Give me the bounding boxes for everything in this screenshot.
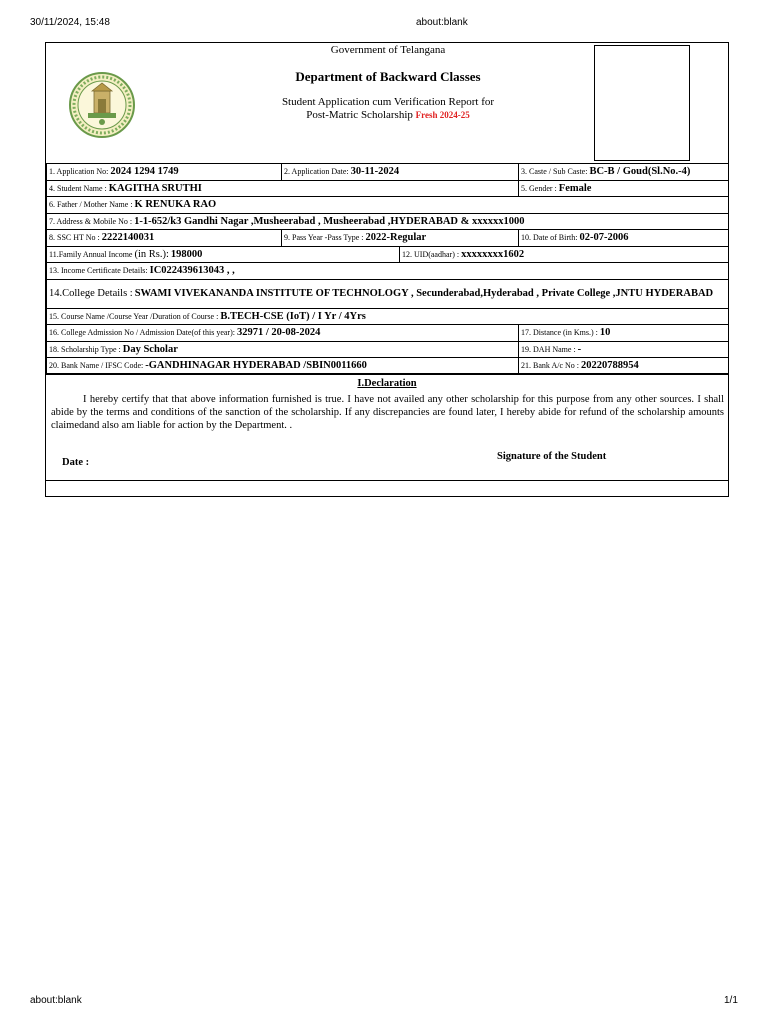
table-row	[47, 197, 729, 214]
table-row	[47, 180, 729, 197]
table-row	[47, 164, 729, 181]
college-details: SWAMI VIVEKANANDA INSTITUTE OF TECHNOLOGY , Secunderabad,Hyderabad , Private College ,JNTU HYDERABAD	[134, 287, 714, 299]
admission: 32971 / 20-08-2024	[236, 327, 321, 339]
dah-name: -	[577, 343, 582, 355]
government-title: Government of Telangana	[330, 44, 446, 56]
print-url: about:blank	[416, 17, 468, 28]
college-cell: 14.College Details : SWAMI VIVEKANANDA INSTITUTE OF TECHNOLOGY , Secunderabad,Hyderabad , Private College ,JNTU HYDERABAD	[47, 279, 729, 308]
dah-cell: 19. DAH Name : -	[519, 341, 729, 358]
table-row	[47, 213, 729, 230]
application-no: 2024 1294 1749	[110, 166, 179, 178]
admission-cell: 16. College Admission No / Admission Date(of this year): 32971 / 20-08-2024	[47, 325, 519, 342]
uid: xxxxxxxx1602	[461, 248, 525, 260]
table-row	[47, 246, 729, 263]
application-no-cell: 1. Application No: 2024 1294 1749	[47, 164, 282, 181]
student-name: KAGITHA SRUTHI	[108, 182, 202, 194]
parent-name: K RENUKA RAO	[134, 199, 217, 211]
table-row	[47, 230, 729, 247]
gender: Female	[558, 182, 592, 194]
distance-cell: 17. Distance (in Kms.) : 10	[519, 325, 729, 342]
bank-account: 20220788954	[581, 360, 639, 372]
date-label: Date :	[62, 457, 90, 468]
photo-box	[594, 45, 690, 161]
print-datetime: 30/11/2024, 15:48	[30, 17, 110, 28]
bank-cell: 20. Bank Name / IFSC Code: -GANDHINAGAR HYDERABAD /SBIN0011660	[47, 358, 519, 375]
fresh-badge: Fresh 2024-25	[415, 110, 470, 120]
declaration-text: I hereby certify that that above information furnished is true. I have not availed any other scholarship for this purpose from any other sources. I shall abide by the terms and conditions of the sanction of the scholarship. If any discrepancies are found later, I hereby abide for refund of the scholarship amounts claimedand also am liable for action by the Department. .	[51, 394, 724, 431]
table-row	[47, 263, 729, 280]
gender-cell: 5. Gender : Female	[519, 180, 729, 197]
address: 1-1-652/k3 Gandhi Nagar ,Musheerabad , Musheerabad ,HYDERABAD & xxxxxx1000	[134, 215, 525, 227]
bank-ifsc: -GANDHINAGAR HYDERABAD /SBIN0011660	[145, 360, 367, 372]
dob-cell: 10. Date of Birth: 02-07-2006	[519, 230, 729, 247]
table-row	[47, 279, 729, 308]
scholarship-type: Day Scholar	[122, 343, 178, 355]
income-certificate: IC022439613043 , ,	[149, 265, 235, 277]
pass-year: 2022-Regular	[365, 232, 427, 244]
department-title: Department of Backward Classes	[295, 69, 481, 84]
account-cell: 21. Bank A/c No : 20220788954	[519, 358, 729, 375]
table-row	[47, 341, 729, 358]
income-cell: 11.Family Annual Income (in Rs.): 198000	[47, 246, 400, 263]
declaration-title: I.Declaration	[357, 378, 417, 389]
application-date-cell: 2. Application Date: 30-11-2024	[282, 164, 519, 181]
caste-cell: 3. Caste / Sub Caste: BC-B / Goud(Sl.No.-4)	[519, 164, 729, 181]
ssc-cell: 8. SSC HT No : 2222140031	[47, 230, 282, 247]
table-row	[47, 358, 729, 375]
annual-income: 198000	[170, 248, 203, 260]
table-row	[47, 308, 729, 325]
caste: BC-B / Goud(Sl.No.-4)	[589, 166, 691, 178]
income-cert-cell: 13. Income Certificate Details: IC022439613043 , ,	[47, 263, 729, 280]
application-report	[45, 42, 729, 497]
table-row	[47, 325, 729, 342]
course: B.TECH-CSE (IoT) / I Yr / 4Yrs	[220, 310, 366, 322]
date-of-birth: 02-07-2006	[579, 232, 629, 244]
scholarship-type-cell: 18. Scholarship Type : Day Scholar	[47, 341, 519, 358]
parent-name-cell: 6. Father / Mother Name : K RENUKA RAO	[47, 197, 729, 214]
scholarship-label: Post-Matric Scholarship	[306, 109, 413, 121]
footer-url: about:blank	[30, 995, 82, 1006]
report-header	[46, 43, 728, 163]
ssc-ht-no: 2222140031	[101, 232, 155, 244]
page-number: 1/1	[724, 995, 738, 1006]
distance: 10	[599, 327, 611, 339]
address-cell: 7. Address & Mobile No : 1-1-652/k3 Gandhi Nagar ,Musheerabad , Musheerabad ,HYDERABAD & xxxxxx1000	[47, 213, 729, 230]
application-date: 30-11-2024	[350, 166, 400, 178]
report-subtitle: Student Application cum Verification Report for	[281, 96, 495, 108]
student-name-cell: 4. Student Name : KAGITHA SRUTHI	[47, 180, 519, 197]
course-cell: 15. Course Name /Course Year /Duration of Course : B.TECH-CSE (IoT) / I Yr / 4Yrs	[47, 308, 729, 325]
pass-year-cell: 9. Pass Year -Pass Type : 2022-Regular	[282, 230, 519, 247]
declaration-section	[46, 373, 728, 481]
signature-label: Signature of the Student	[497, 451, 607, 462]
uid-cell: 12. UID(aadhar) : xxxxxxxx1602	[400, 246, 729, 263]
bottom-row	[46, 480, 728, 498]
details-table	[46, 163, 729, 375]
